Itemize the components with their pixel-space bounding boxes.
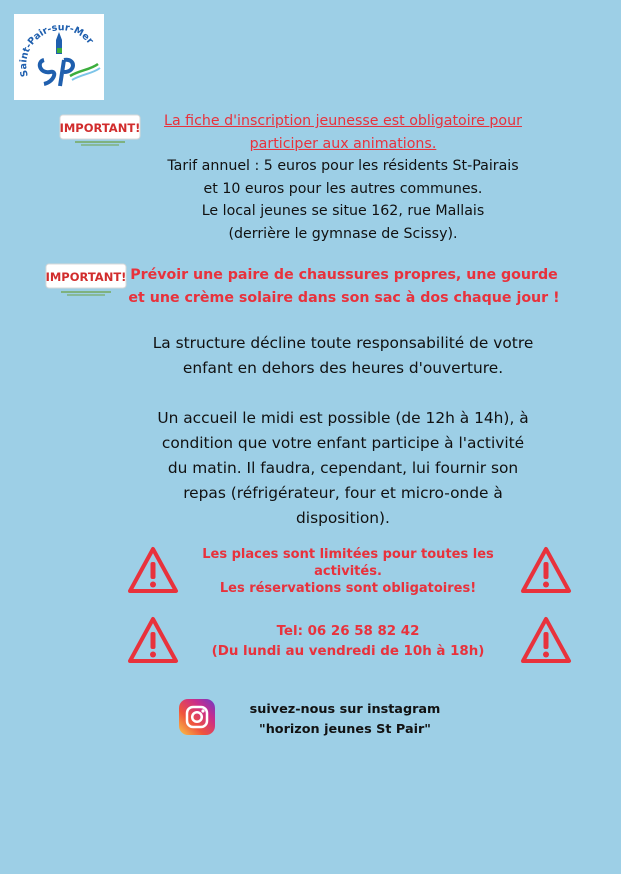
fee-line-1: Tarif annuel : 5 euros pour les résidents St-Pairais — [167, 158, 519, 174]
places-alert-line-2: activités. — [314, 564, 382, 579]
lunch-line-4: repas (réfrigérateur, four et micro-onde à — [183, 484, 503, 502]
contact-alert — [180, 622, 516, 662]
location-line-2: (derrière le gymnase de Scissy). — [228, 225, 458, 242]
responsibility-line-1: La structure décline toute responsabilité de votre — [152, 334, 534, 352]
opening-hours: (Du lundi au vendredi de 10h à 18h) — [211, 644, 485, 659]
equipment-info — [126, 264, 562, 310]
registration-info — [145, 110, 541, 245]
responsibility-line-2: enfant en dehors des heures d'ouverture. — [182, 359, 504, 377]
registration-required-line-2: participer aux animations. — [249, 135, 437, 152]
warning-icon — [127, 616, 179, 664]
instagram-follow-line: suivez-nous sur instagram — [249, 702, 441, 717]
location-line-1: Le local jeunes se situe 162, rue Mallais — [201, 203, 485, 219]
important-badge — [45, 263, 127, 297]
places-alert — [180, 546, 516, 597]
important-badge-label: IMPORTANT! — [45, 270, 127, 284]
instagram-icon — [179, 699, 215, 735]
places-alert-line-1: Les places sont limitées pour toutes les — [202, 547, 494, 562]
important-badge-label: IMPORTANT! — [59, 121, 141, 135]
phone-number: Tel: 06 26 58 82 42 — [276, 624, 420, 639]
lunch-line-5: disposition). — [296, 509, 390, 527]
warning-icon — [520, 616, 572, 664]
equipment-line-2: et une crème solaire dans son sac à dos chaque jour ! — [128, 290, 560, 306]
lunch-line-3: du matin. Il faudra, cependant, lui fournir son — [167, 459, 519, 477]
responsibility-paragraph — [120, 331, 566, 381]
important-badge — [59, 114, 141, 146]
instagram-account-name: "horizon jeunes St Pair" — [259, 722, 431, 737]
registration-required-line-1: La fiche d'inscription jeunesse est obligatoire pour — [164, 113, 522, 129]
fee-line-2: et 10 euros pour les autres communes. — [203, 180, 483, 197]
logo-brand-text: Saint-Pair-sur-Mer — [18, 22, 96, 78]
lunch-paragraph — [120, 406, 566, 531]
lunch-line-2: condition que votre enfant participe à l'activité — [161, 434, 525, 452]
lunch-line-1: Un accueil le midi est possible (de 12h à 14h), à — [157, 409, 529, 427]
equipment-line-1: Prévoir une paire de chaussures propres, une gourde — [130, 267, 558, 283]
reservations-alert-line: Les réservations sont obligatoires! — [219, 581, 477, 596]
warning-icon — [127, 546, 179, 594]
instagram-follow — [225, 700, 465, 740]
warning-icon — [520, 546, 572, 594]
town-logo — [14, 14, 104, 100]
